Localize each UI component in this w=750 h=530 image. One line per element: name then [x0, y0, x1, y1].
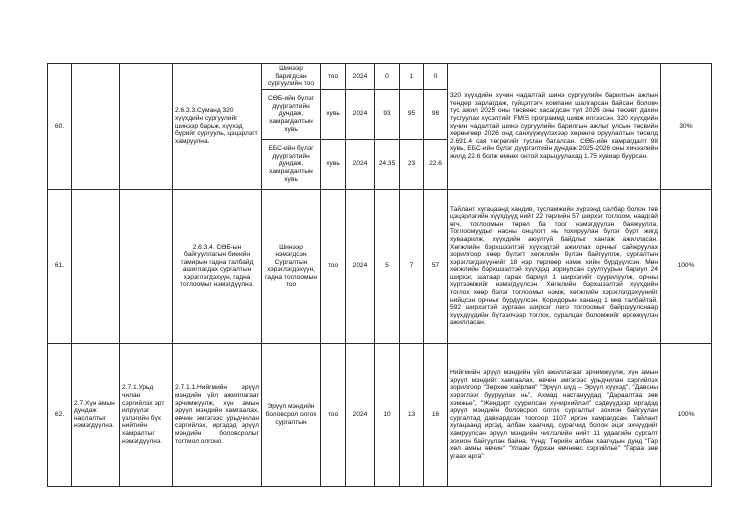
indicator-unit: тоо — [321, 64, 346, 90]
indicator-actual: 57 — [424, 189, 448, 343]
indicator-year: 2024 — [346, 139, 375, 189]
indicator-name: Эрүүл мэндийн боловсрол олгох сургалтын — [262, 343, 321, 486]
row-number: 60. — [48, 64, 72, 190]
indicator-year: 2024 — [346, 64, 375, 90]
indicator-name: СӨБ-ийн бүлэг дүүргэлтийн дундаж, хамрагдалтын хувь — [262, 89, 321, 139]
table-row — [48, 189, 712, 343]
completion-percent: 100% — [661, 189, 712, 343]
indicator-name: ЕБС-ийн бүлэг дүүргэлтийн дундаж, хамрагдалтын хувь — [262, 139, 321, 189]
progress-description: Тайлант хугацаанд хандив, тусламжийн хүрээнд салбар болон төв цэцэрлэгийн хүүхдүүд нийт 22 төрлийн 57 ширхэг тоглоом, наадгай өгч, тоглоомын төрөл ба тоог нэмэгдүүлэн баяжуулла. Тоглоомуудыг насны онцлогт нь тохируулан бүлэг бүрт жигд хуваарилж, хүүхдийн аюулгүй байдлыг хангаж ажилласан. Хөгжлийн бэрхшээлтэй хүүхэдтэй ажиллах орчныг сайжруулах зорилгоор хөөр бүлэгт хөгжлийн бүлэн байгууллж, сургалтын хэрэглэгдэхүүнийг 18 нэр төрлөөр нэмж хийн бүрдүүлсэн. Мөн хөгжлийн бэрхшээлтэй хүүхдэд зориулсан суултуурын бариул 24 ширхэг, шатаар гарах бариул 1 ширхэгийг суурилуулж, орчны хүртээмжийг нэмэгдүүлсэн. Хөгжлийн бэрхшээлтэй хүүхдийн тоглох хөөр бэлэг тоглоомыг нэмж, хөгжлийн хэрэглэгдэхүүнийг нийцсэн орчныг бүрдүүлсэн. Коридорын хананд 1 мкв талбайтай, 592 ширхэгтэй зургаан ширхэг лего тоглоомыг байршуулснаар хүүхдүүдийн бүтээлчээр тоглох, суралцах боломжийг өргөжүүлэн ажилласан. — [448, 189, 661, 343]
completion-percent: 30% — [661, 64, 712, 190]
progress-description: 320 хүүхдийн хүчин чадалтай шинэ сургуулийн барилгын ажлын тендер зарлагдаж, гүйцэтгэгч компани шалгарсан байсан боловч тус ажил 2025 оны төсвөөс хасагдсан тул 2026 оны төсөвт дахин тусгуулах хүсэлтийг FMIS программд шивж илгээсэн. 320 хүүхдийн хүчин чадалтай шинэ сургуулийн барилгын ажлыг улсын төсвийн хөрөнгөөр 2026 онд санхүүжүүлэхээр хөрөнгө оруулалтын төсөлд 2.691.4 сая төгрөгийг тусган баталсан. СӨБ-ийн хамрагдалт 98 хувь, ЕБС-ийн бүлэг дүүргэлтийн дундаж 2025-2026 оны хичээлийн жилд 22.6 болж өмнөх онтой харьцуулахад 1.75 хувиар буурсан. — [448, 64, 661, 190]
completion-percent: 100% — [661, 343, 712, 486]
indicator-year: 2024 — [346, 189, 375, 343]
indicator-target: 1 — [400, 64, 424, 90]
indicator-target: 7 — [400, 189, 424, 343]
indicator-name: Шинээр баригдсан сургуулийн тоо — [262, 64, 321, 90]
activity-cell: 2.7.1.1.Нийгмийн эрүүл мэндийн үйл ажиллагааг эрчимжүүлж, хүн амын эрүүл мэндийн хамгаалах, өвчин эмгэгээс урьдчилан сэргийлэх, иргэдэд эрүүл мэндийн боловсролыг тогтмол олгоно. — [173, 343, 262, 486]
indicator-baseline: 0 — [375, 64, 400, 90]
indicator-unit: хувь — [321, 139, 346, 189]
activity-cell: 2.6.3.3.Суманд 320 хүүхдийн сургуулийг шинээр барьж, хүүхэд бүрийг сургууль, цэцэрлэгт хамруулна. — [173, 64, 262, 190]
indicator-target: 95 — [400, 89, 424, 139]
goal-cell — [72, 64, 120, 190]
indicator-baseline: 24.35 — [375, 139, 400, 189]
indicator-actual: 16 — [424, 343, 448, 486]
indicator-unit: хувь — [321, 89, 346, 139]
objective-cell — [120, 64, 173, 190]
table-row — [48, 343, 712, 486]
goal-cell — [72, 189, 120, 343]
indicator-year: 2024 — [346, 89, 375, 139]
indicator-actual: 22.6 — [424, 139, 448, 189]
objective-cell — [120, 189, 173, 343]
row-number: 61. — [48, 189, 72, 343]
table-row — [48, 64, 712, 90]
indicator-name: Шинээр нэмэгдсэн Сургалтын хэрэглэгдэхүүн, гадна тоглоомын тоо — [262, 189, 321, 343]
indicator-baseline: 5 — [375, 189, 400, 343]
objective-cell: 2.7.1.Урьд чилан сэргийлэх эрт илрүүлэг үзлэгийн бүх нийтийн хамралтыг нэмэгдүүлнэ. — [120, 343, 173, 486]
indicator-baseline: 93 — [375, 89, 400, 139]
indicator-unit: тоо — [321, 343, 346, 486]
progress-description: Нийгмийн эрүүл мэндийн үйл ажиллагааг эрчимжүүлж, хүн амын эрүүл мэндийг хамгаалах, өвчин эмгэгээс урьдчилан сэргийлэх зорилгоор "Зөрхөө хайрлая" "Эрүүл шүд – Эрүүл хүүхэд", "Давсны хэрэглээг бууруулах нь", Ахмад настануудад "Дараалтаа зөв хэмжье", "Жендэрт суурилсан хүчирхийлэл" сэдвүүдээр иргэдэд эрүүл мэндийн боловсрол олгох сургалтыг зохион байгуулан сургалтад давхардсан тоогоор 1107 иргэн хамрагдсан. Тайлант хугацаанд иргэд, албан хаагчид, сурагчид болон эцэг эхчүүдийг хамруулсан эрүүл мэндийн чиглэлийн нийт 11 удаагийн сургалт зохион байгуулан байна. Үүнд: Төрийн албан хаагчдын дунд "Гар хөл амны өвчин" "Улаан бурхан өвчнөөс сэргийлье" "Гараа зөв угаах арга" — [448, 343, 661, 486]
goal-cell: 2.7.Хүн амын дундаж наслалтыг нэмэгдүүлнэ. — [72, 343, 120, 486]
indicator-baseline: 10 — [375, 343, 400, 486]
activity-cell: 2.6.3.4. СӨБ-ын байгууллагын биеийн тамирын гадна талбайд ашиглагдах сургалтын хэрэглэгдэхүүн, гадна тоглоомыг нэмэгдүүлнэ. — [173, 189, 262, 343]
indicator-year: 2024 — [346, 343, 375, 486]
indicator-target: 13 — [400, 343, 424, 486]
indicator-actual: 0 — [424, 64, 448, 90]
indicator-actual: 98 — [424, 89, 448, 139]
row-number: 62. — [48, 343, 72, 486]
report-table — [47, 63, 712, 487]
indicator-unit: тоо — [321, 189, 346, 343]
indicator-target: 23 — [400, 139, 424, 189]
